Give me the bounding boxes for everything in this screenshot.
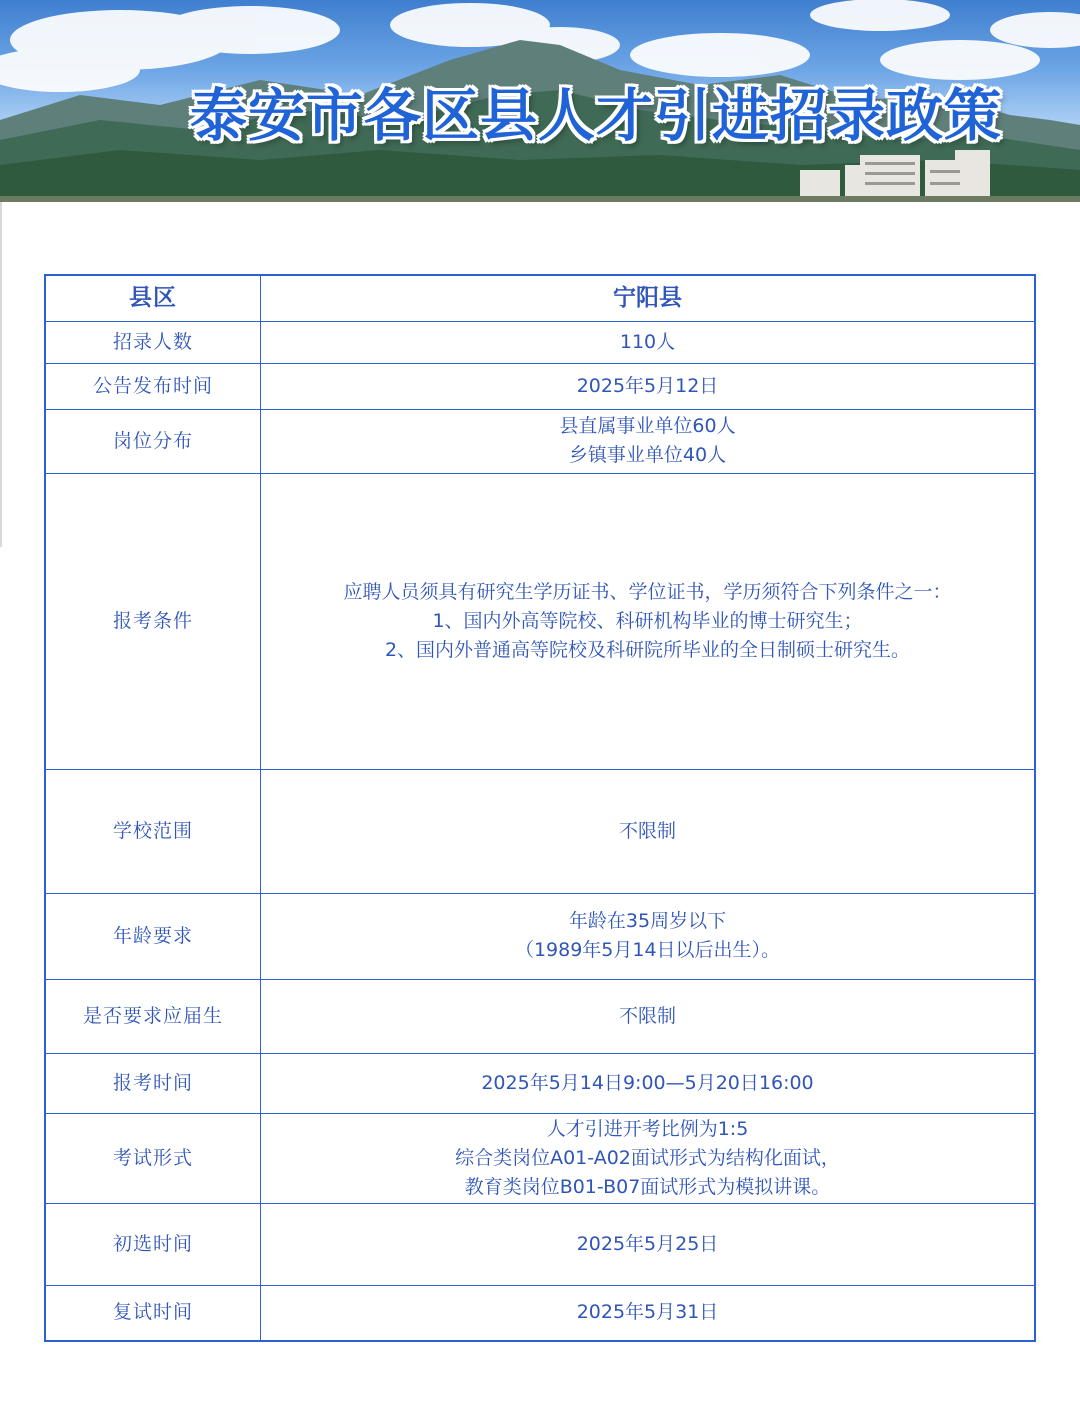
row-value-line: 不限制 bbox=[618, 819, 676, 842]
row-value-line: 2、国内外普通高等院校及科研院所毕业的全日制硕士研究生。 bbox=[384, 638, 911, 661]
policy-table bbox=[44, 274, 1036, 1342]
row-value bbox=[261, 363, 1036, 409]
table-row bbox=[45, 1285, 1035, 1341]
row-value-line: （1989年5月14日以后出生）。 bbox=[514, 939, 781, 961]
table-header-row bbox=[45, 275, 1035, 321]
row-label: 学校范围 bbox=[45, 769, 261, 893]
row-label: 年龄要求 bbox=[45, 893, 261, 979]
table-row bbox=[45, 473, 1035, 769]
row-value-line: 110人 bbox=[619, 330, 676, 353]
row-value bbox=[261, 473, 1036, 769]
header-banner bbox=[0, 0, 1080, 202]
table-row bbox=[45, 893, 1035, 979]
row-value-line: 2025年5月31日 bbox=[576, 1301, 719, 1324]
row-value bbox=[261, 979, 1036, 1053]
row-label: 复试时间 bbox=[45, 1285, 261, 1341]
row-value bbox=[261, 409, 1036, 473]
row-value-line: 应聘人员须具有研究生学历证书、学位证书，学历须符合下列条件之一： bbox=[343, 580, 952, 603]
row-value-line: 县直属事业单位60人 bbox=[559, 415, 736, 437]
row-label: 公告发布时间 bbox=[45, 363, 261, 409]
row-value-line: 2025年5月25日 bbox=[576, 1232, 719, 1255]
row-label: 初选时间 bbox=[45, 1203, 261, 1285]
row-label: 招录人数 bbox=[45, 321, 261, 363]
row-value-line: 综合类岗位A01-A02面试形式为结构化面试， bbox=[455, 1146, 840, 1169]
row-label: 是否要求应届生 bbox=[45, 979, 261, 1053]
table-row bbox=[45, 769, 1035, 893]
row-value bbox=[261, 1053, 1036, 1113]
row-value bbox=[261, 893, 1036, 979]
page-title: 泰安市各区县人才引进招录政策 bbox=[190, 83, 1002, 149]
table-row bbox=[45, 979, 1035, 1053]
table-row bbox=[45, 409, 1035, 473]
row-value-line: 2025年5月12日 bbox=[576, 374, 719, 397]
row-value bbox=[261, 769, 1036, 893]
row-label: 报考时间 bbox=[45, 1053, 261, 1113]
header-value-cell: 宁阳县 bbox=[261, 275, 1036, 321]
row-label: 考试形式 bbox=[45, 1113, 261, 1203]
row-label: 报考条件 bbox=[45, 473, 261, 769]
page-edge-divider bbox=[0, 202, 2, 547]
row-value-line: 人才引进开考比例为1:5 bbox=[546, 1117, 749, 1140]
table-row bbox=[45, 1113, 1035, 1203]
row-label: 岗位分布 bbox=[45, 409, 261, 473]
row-value bbox=[261, 321, 1036, 363]
table-row bbox=[45, 363, 1035, 409]
table-row bbox=[45, 321, 1035, 363]
row-value bbox=[261, 1203, 1036, 1285]
row-value-line: 教育类岗位B01-B07面试形式为模拟讲课。 bbox=[464, 1175, 831, 1198]
header-label-cell: 县区 bbox=[45, 275, 261, 321]
table-row bbox=[45, 1203, 1035, 1285]
row-value-line: 年龄在35周岁以下 bbox=[568, 910, 727, 932]
row-value-line: 2025年5月14日9:00—5月20日16:00 bbox=[481, 1071, 814, 1094]
row-value-line: 1、国内外高等院校、科研机构毕业的博士研究生； bbox=[432, 609, 863, 632]
row-value-line: 不限制 bbox=[618, 1004, 676, 1027]
row-value-line: 乡镇事业单位40人 bbox=[568, 444, 727, 466]
table-row bbox=[45, 1053, 1035, 1113]
row-value bbox=[261, 1285, 1036, 1341]
row-value bbox=[261, 1113, 1036, 1203]
